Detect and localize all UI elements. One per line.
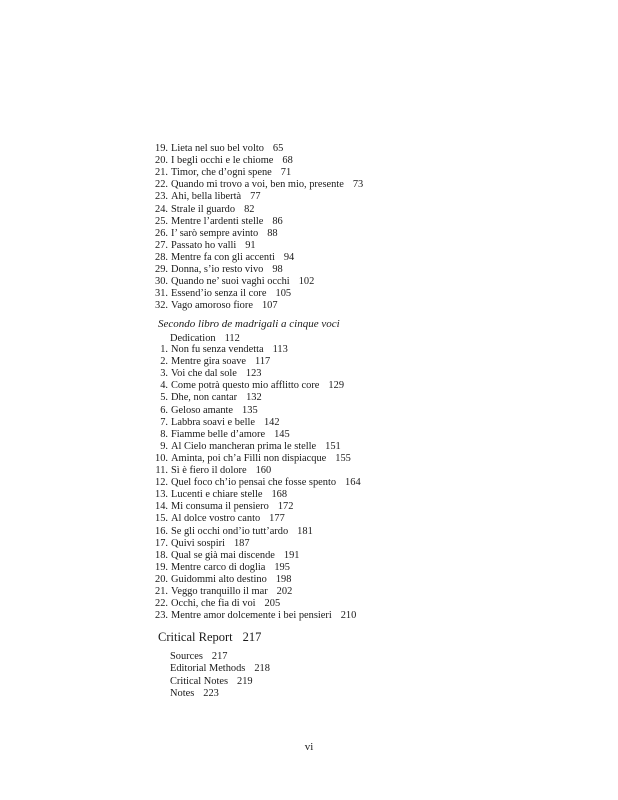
- entry-title: Strale il guardo: [171, 203, 236, 215]
- entry-page: 195: [274, 561, 290, 573]
- entry-page: 168: [271, 489, 288, 501]
- entry-page: 198: [275, 573, 292, 585]
- entry-title: Mentre carco di doglia: [171, 561, 266, 573]
- entry-title: Notes: [170, 687, 195, 699]
- toc-entry: [150, 380, 344, 392]
- toc-entry: [150, 562, 290, 574]
- entry-page: 86: [272, 215, 283, 227]
- entry-page: 223: [203, 687, 219, 699]
- toc-entry: [150, 453, 351, 465]
- entry-page: 129: [328, 380, 345, 392]
- entry-title: Mentre amor dolcemente i bei pensieri: [171, 610, 332, 622]
- entry-title: Quando mi trovo a voi, ben mio, presente: [171, 179, 344, 191]
- entry-title: Veggo tranquillo il mar: [171, 586, 268, 597]
- toc-entry: [150, 191, 261, 203]
- entry-title: Ahi, bella libertà: [171, 191, 242, 203]
- entry-page: 113: [272, 344, 288, 355]
- entry-page: 177: [269, 513, 285, 525]
- entry-page: 71: [280, 167, 292, 179]
- entry-page: 132: [246, 392, 262, 404]
- toc-entry: [150, 143, 283, 155]
- entry-number: 30.: [155, 276, 168, 288]
- entry-number: 25.: [155, 215, 168, 227]
- entry-title: Come potrà questo mio afflitto core: [171, 380, 320, 392]
- entry-number: 27.: [155, 239, 168, 251]
- entry-page: 88: [267, 227, 278, 239]
- entry-title: Critical Notes: [170, 675, 229, 687]
- toc-entry: [150, 586, 292, 598]
- entry-number: 28.: [155, 251, 168, 263]
- entry-number: 20.: [155, 573, 168, 585]
- toc-entry: [150, 465, 271, 477]
- entry-page: 217: [211, 651, 228, 662]
- entry-title: Guidommi alto destino: [171, 573, 267, 585]
- entry-title: Timor, che d’ogni spene: [171, 167, 272, 179]
- toc-entry: [150, 513, 285, 525]
- entry-number: 17.: [155, 537, 168, 549]
- critical-report-heading: [158, 630, 261, 645]
- entry-title: Donna, s’io resto vivo: [171, 264, 264, 275]
- entry-page: 107: [261, 300, 278, 312]
- entry-number: 3.: [160, 368, 168, 380]
- toc-entry: [150, 598, 280, 610]
- entry-number: 31.: [155, 288, 168, 300]
- entry-title: Sì è fiero il dolore: [171, 465, 247, 476]
- entry-number: 22.: [155, 179, 168, 191]
- entry-number: 14.: [155, 501, 168, 513]
- entry-title: Passato ho valli: [171, 239, 237, 251]
- entry-page: 142: [263, 416, 280, 428]
- toc-entry: [150, 344, 288, 356]
- entry-title: Voi che dal sole: [171, 368, 237, 380]
- entry-page: 117: [255, 356, 271, 368]
- entry-page: 155: [335, 452, 351, 464]
- entry-page: 160: [255, 465, 272, 476]
- entry-page: 123: [245, 368, 262, 380]
- entry-number: 4.: [160, 380, 168, 392]
- entry-number: 18.: [155, 549, 168, 561]
- entry-number: 20.: [155, 155, 168, 167]
- entry-page: 65: [272, 143, 284, 154]
- entry-number: 29.: [155, 264, 168, 275]
- entry-number: 23.: [155, 610, 168, 622]
- entry-page: 219: [237, 675, 253, 687]
- entry-number: 11.: [155, 465, 168, 476]
- entry-title: Mentre gira soave: [171, 356, 247, 368]
- entry-title: I begli occhi e le chiome: [171, 155, 274, 167]
- entry-page: 191: [283, 549, 300, 561]
- entry-number: 13.: [155, 489, 168, 501]
- entry-number: 2.: [160, 356, 168, 368]
- entry-number: 21.: [155, 167, 168, 179]
- toc-entry: [150, 356, 270, 368]
- entry-title: I’ sarò sempre avinto: [171, 227, 259, 239]
- entry-title: Qual se già mai discende: [171, 549, 275, 561]
- entry-page: 91: [245, 239, 256, 251]
- entry-page: 181: [297, 525, 313, 537]
- toc-entry: [150, 179, 363, 191]
- entry-page: 145: [274, 428, 290, 440]
- entry-number: 22.: [155, 598, 168, 610]
- entry-page: 112: [224, 333, 240, 344]
- entry-number: 16.: [155, 525, 168, 537]
- toc-entry: [150, 477, 361, 489]
- entry-number: 23.: [155, 191, 168, 203]
- toc-entry: [170, 676, 253, 688]
- entry-title: Quel foco ch’io pensai che fosse spento: [171, 477, 337, 489]
- toc-entry: [170, 651, 228, 663]
- entry-page: 105: [275, 288, 292, 300]
- toc-entry: [150, 155, 293, 167]
- heading-title: Critical Report: [158, 630, 233, 644]
- entry-title: Quando ne’ suoi vaghi occhi: [171, 276, 290, 288]
- entry-number: 1.: [160, 344, 168, 355]
- entry-title: Lucenti e chiare stelle: [171, 489, 263, 501]
- entry-number: 8.: [160, 428, 168, 440]
- entry-number: 5.: [160, 392, 168, 404]
- entry-page: 102: [298, 276, 315, 288]
- heading-page: 217: [242, 630, 262, 644]
- entry-title: Lieta nel suo bel volto: [171, 143, 264, 154]
- entry-number: 26.: [155, 227, 168, 239]
- entry-page: 68: [282, 155, 293, 167]
- entry-number: 6.: [160, 404, 168, 416]
- entry-title: Sources: [170, 651, 203, 662]
- toc-entry: [150, 368, 261, 380]
- entry-page: 73: [352, 179, 364, 191]
- entry-page: 135: [242, 404, 258, 416]
- entry-page: 77: [250, 191, 261, 203]
- entry-page: 172: [277, 501, 294, 513]
- entry-title: Labbra soavi e belle: [171, 416, 255, 428]
- toc-entry: [150, 574, 291, 586]
- entry-title: Occhi, che fia di voi: [171, 598, 256, 610]
- toc-entry: [150, 429, 290, 441]
- entry-title: Dhe, non cantar: [171, 392, 238, 404]
- toc-entry: [170, 663, 270, 675]
- entry-page: 205: [264, 598, 281, 610]
- toc-entry: [150, 276, 314, 288]
- toc-entry: [150, 538, 250, 550]
- entry-page: 164: [345, 477, 361, 489]
- entry-title: Mentre l’ardenti stelle: [171, 215, 264, 227]
- toc-entry: [150, 252, 294, 264]
- entry-number: 19.: [155, 143, 168, 154]
- entry-number: 24.: [155, 203, 168, 215]
- entry-number: 21.: [155, 586, 168, 597]
- entry-number: 15.: [155, 513, 168, 525]
- entry-title: Non fu senza vendetta: [171, 344, 264, 355]
- entry-number: 9.: [160, 440, 168, 452]
- entry-page: 98: [272, 264, 283, 275]
- toc-entry: [150, 417, 280, 429]
- entry-title: Essend’io senza il core: [171, 288, 267, 300]
- entry-page: 187: [233, 537, 250, 549]
- entry-title: Geloso amante: [171, 404, 234, 416]
- toc-entry: [170, 688, 219, 700]
- entry-page: 82: [244, 203, 255, 215]
- entry-number: 10.: [155, 452, 168, 464]
- entry-title: Mentre fa con gli accenti: [171, 251, 275, 263]
- entry-title: Al Cielo mancheran prima le stelle: [171, 440, 317, 452]
- entry-title: Editorial Methods: [170, 663, 246, 675]
- entry-page: 151: [325, 440, 341, 452]
- toc-entry: [150, 392, 262, 404]
- entry-page: 94: [283, 251, 295, 263]
- entry-number: 7.: [160, 416, 168, 428]
- entry-page: 210: [340, 610, 357, 622]
- section-title-secondo-libro: Secondo libro de madrigali a cinque voci: [158, 318, 340, 330]
- entry-title: Dedication: [170, 333, 216, 344]
- toc-entry: [150, 228, 278, 240]
- toc-entry: [150, 441, 341, 453]
- toc-entry: [150, 240, 256, 252]
- page-folio: vi: [304, 741, 314, 753]
- entry-page: 218: [254, 663, 270, 675]
- toc-entry: [150, 216, 283, 228]
- toc-entry: [150, 264, 283, 276]
- toc-entry: [150, 288, 291, 300]
- toc-entry: [150, 167, 291, 179]
- entry-number: 32.: [155, 300, 168, 312]
- toc-entry: [150, 204, 254, 216]
- entry-title: Fiamme belle d’amore: [171, 428, 266, 440]
- toc-entry: [150, 550, 299, 562]
- entry-number: 19.: [155, 561, 168, 573]
- entry-number: 12.: [155, 477, 168, 489]
- toc-entry: [150, 501, 293, 513]
- entry-title: Mi consuma il pensiero: [171, 501, 269, 513]
- toc-entry: [150, 405, 258, 417]
- toc-entry: [150, 300, 278, 312]
- entry-title: Quivi sospiri: [171, 537, 225, 549]
- entry-title: Vago amoroso fiore: [171, 300, 253, 312]
- entry-title: Se gli occhi ond’io tutt’ardo: [171, 525, 289, 537]
- entry-page: 202: [276, 586, 293, 597]
- toc-entry: [150, 610, 356, 622]
- toc-entry: [150, 526, 313, 538]
- entry-title: Aminta, poi ch’a Filli non dispiacque: [171, 452, 327, 464]
- entry-title: Al dolce vostro canto: [171, 513, 261, 525]
- toc-entry: [150, 489, 287, 501]
